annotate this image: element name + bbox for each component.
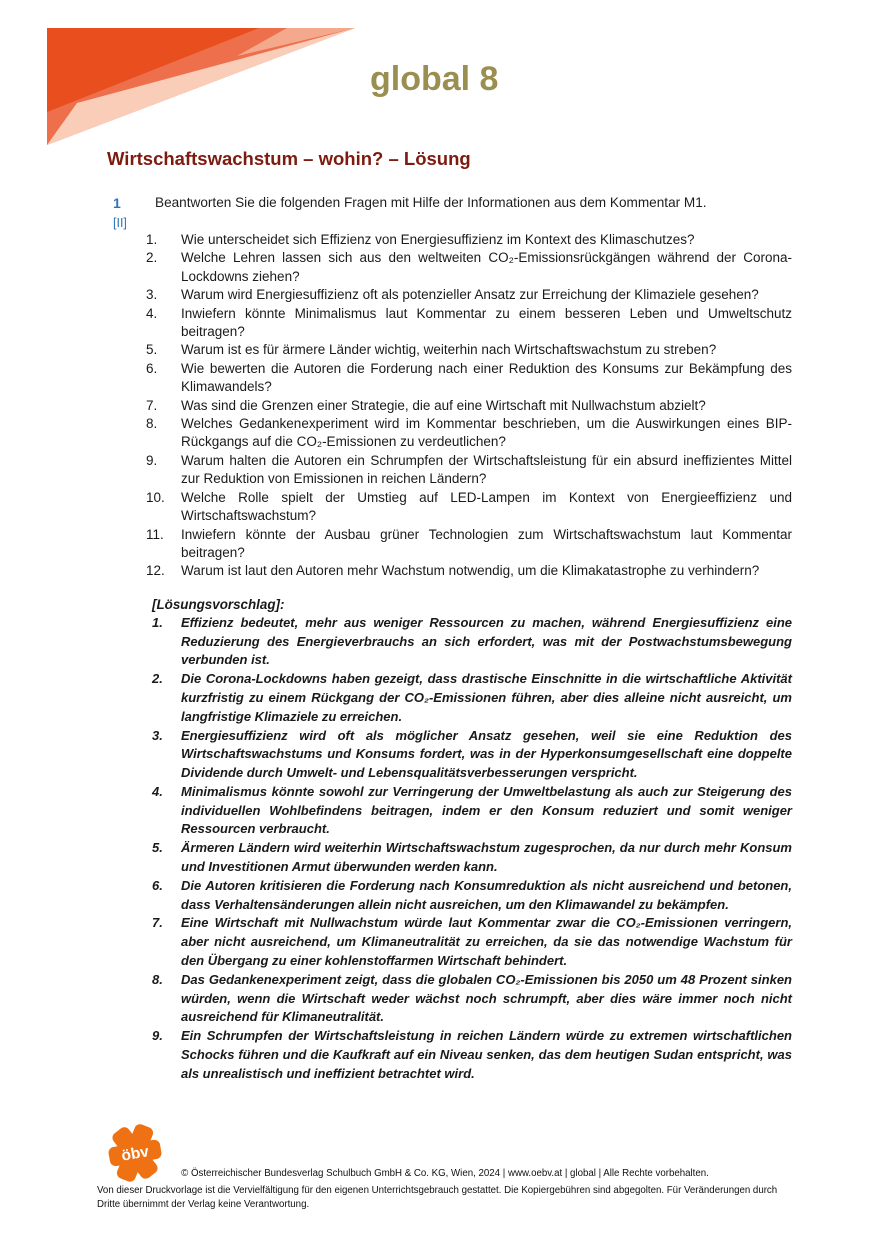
question-text: Wie unterscheidet sich Effizienz von Energiesuffizienz im Kontext des Klimaschutzes? [181,232,695,247]
question-item [146,489,792,526]
page-title: Wirtschaftswachstum – wohin? – Lösung [107,148,471,169]
question-item [146,452,792,489]
question-list [146,231,792,581]
content-area [146,231,792,1084]
solution-text: Minimalismus könnte sowohl zur Verringerung der Umweltbelastung als auch zur Steigerung des individuellen Wohlbefindens beitragen, indem er den Konsum reduziert und somit weniger Ressourcen verbraucht. [181,783,792,837]
question-number: 6. [146,360,158,376]
solution-item [152,1027,792,1083]
question-number: 1. [146,232,158,247]
solution-text: Effizienz bedeutet, mehr aus weniger Ressourcen zu machen, während Energiesuffizienz eine Reduzierung des Energieverbrauchs an sich erfordert, was mit der Postwachstumsbewegung verbunden ist. [181,614,792,668]
question-number: 8. [146,416,158,432]
question-text: Wie bewerten die Autoren die Forderung nach einer Reduktion des Konsums zur Bekämpfung des Klimawandels? [181,360,792,395]
question-text: Inwiefern könnte Minimalismus laut Kommentar zu einem besseren Leben und Umweltschutz beitragen? [181,305,792,340]
question-number: 10. [146,489,165,505]
solution-item [152,914,792,970]
question-item [146,562,792,580]
question-text: Welches Gedankenexperiment wird im Kommentar beschrieben, um die Auswirkungen eines BIP-Rückgangs auf die CO₂-Emissionen zu verdeutlichen? [181,416,792,450]
question-item [146,415,792,452]
solution-list [152,614,792,1084]
question-number: 7. [146,397,158,413]
question-item [146,286,792,304]
question-text: Warum ist es für ärmere Länder wichtig, weiterhin nach Wirtschaftswachstum zu streben? [181,342,717,358]
solution-number: 6. [152,877,163,893]
question-number: 4. [146,305,158,321]
solution-text: Die Corona-Lockdowns haben gezeigt, dass drastische Einschnitte in die wirtschaftliche Aktivität kurzfristig zu einem Rückgang der CO₂-Emissionen führen, aber dies alleine nicht ausreicht, um langfristige Klimaziele zu erreichen. [181,671,792,724]
question-number: 2. [146,250,158,266]
question-number: 9. [146,452,158,468]
oebv-logo-text: öbv [120,1143,151,1165]
solution-item [152,877,792,915]
solution-number: 5. [152,840,163,856]
task-header [113,194,792,232]
question-number: 5. [146,342,158,358]
solution-item [152,783,792,839]
question-item [146,526,792,563]
question-item [146,249,792,286]
question-item [146,341,792,359]
solution-item [152,670,792,726]
solution-number: 4. [152,783,163,799]
question-text: Warum wird Energiesuffizienz oft als potenzieller Ansatz zur Erreichung der Klimaziele gesehen? [181,287,759,303]
question-text: Warum halten die Autoren ein Schrumpfen der Wirtschaftsleistung für ein absurd ineffizientes Mittel zur Reduktion von Emissionen in reichen Ländern? [181,452,792,487]
question-text: Was sind die Grenzen einer Strategie, die auf eine Wirtschaft mit Nullwachstum abzielt? [181,397,706,413]
footer-copyright: © Österreichischer Bundesverlag Schulbuch GmbH & Co. KG, Wien, 2024 | www.oebv.at | global | Alle Rechte vorbehalten. [181,1168,709,1179]
question-item [146,305,792,342]
solution-text: Energiesuffizienz wird oft als möglicher Ansatz gesehen, weil sie eine Reduktion des Wirtschaftswachstums und Konsums fordert, was in der Hyperkonsumgesellschaft eine doppelte Dividende durch Umwelt- und Lebensqualitätsverbesserungen verspricht. [181,727,792,781]
footer-usage-notice: Von dieser Druckvorlage ist die Vervielfältigung für den eigenen Unterrichtsgebrauch gestattet. Die Kopiergebühren sind abgegolten. Für Veränderungen durch Dritte übernimmt der Verlag keine Verantwortung. [97,1185,778,1210]
task-number: 1 [113,195,121,211]
solutions-section [152,595,792,1084]
task-number-column [113,194,155,232]
question-item [146,231,792,249]
solution-text: Die Autoren kritisieren die Forderung nach Konsumreduktion als nicht ausreichend und betonen, dass Verhaltensänderungen allein nicht ausreichen, um den Klimawandel zu bekämpfen. [181,877,792,912]
solution-number: 1. [152,614,163,630]
question-item [146,397,792,415]
solution-item [152,727,792,783]
question-number: 12. [146,563,165,579]
question-number: 11. [146,526,164,542]
brand-title: global 8 [370,60,499,98]
question-text: Welche Lehren lassen sich aus den weltweiten CO₂-Emissionsrückgängen während der Corona-Lockdowns ziehen? [181,250,792,284]
solution-text: Ärmeren Ländern wird weiterhin Wirtschaftswachstum zugesprochen, da nur durch mehr Konsum und Investitionen Armut überwunden werden kann. [181,840,792,875]
solution-text: Das Gedankenexperiment zeigt, dass die globalen CO₂-Emissionen bis 2050 um 48 Prozent sinken würden, wenn die Wirtschaft weder wächst noch schrumpft, aber dies wäre immer noch nicht ausreichend für Klimaneutralität. [181,971,792,1025]
solution-item [152,971,792,1027]
question-text: Warum ist laut den Autoren mehr Wachstum notwendig, um die Klimakatastrophe zu verhindern? [181,563,760,579]
solution-number: 8. [152,971,163,987]
question-text: Inwiefern könnte der Ausbau grüner Technologien zum Wirtschaftswachstum laut Kommentar beitragen? [181,526,792,560]
solution-number: 9. [152,1028,163,1044]
solutions-heading: [Lösungsvorschlag]: [152,596,285,612]
header-triangle-decoration [47,28,355,145]
solution-item [152,614,792,670]
solution-number: 2. [152,671,163,687]
question-item [146,360,792,397]
solution-number: 3. [152,727,163,743]
question-number: 3. [146,287,158,303]
question-text: Welche Rolle spielt der Umstieg auf LED-Lampen im Kontext von Energieeffizienz und Wirtschaftswachstum? [181,489,792,524]
solution-item [152,839,792,877]
task-level-badge: [II] [113,216,127,230]
solution-text: Ein Schrumpfen der Wirtschaftsleistung in reichen Ländern würde zu extremen wirtschaftlichen Schocks führen und die Kaufkraft auf ein Niveau senken, das dem heutigen Sudan entspricht, was als unrealistisch und ineffizient betrachtet wird. [181,1028,792,1081]
solution-text: Eine Wirtschaft mit Nullwachstum würde laut Kommentar zwar die CO₂-Emissionen verringern, aber nicht ausreichend, um Klimaneutralität zu erreichen, da sie das notwendige Wachstum für den Übergang zu einer kohlenstoffarmen Wirtschaft behindert. [181,915,792,969]
task-instruction: Beantworten Sie die folgenden Fragen mit Hilfe der Informationen aus dem Kommentar M1. [155,195,707,210]
solution-number: 7. [152,915,163,931]
